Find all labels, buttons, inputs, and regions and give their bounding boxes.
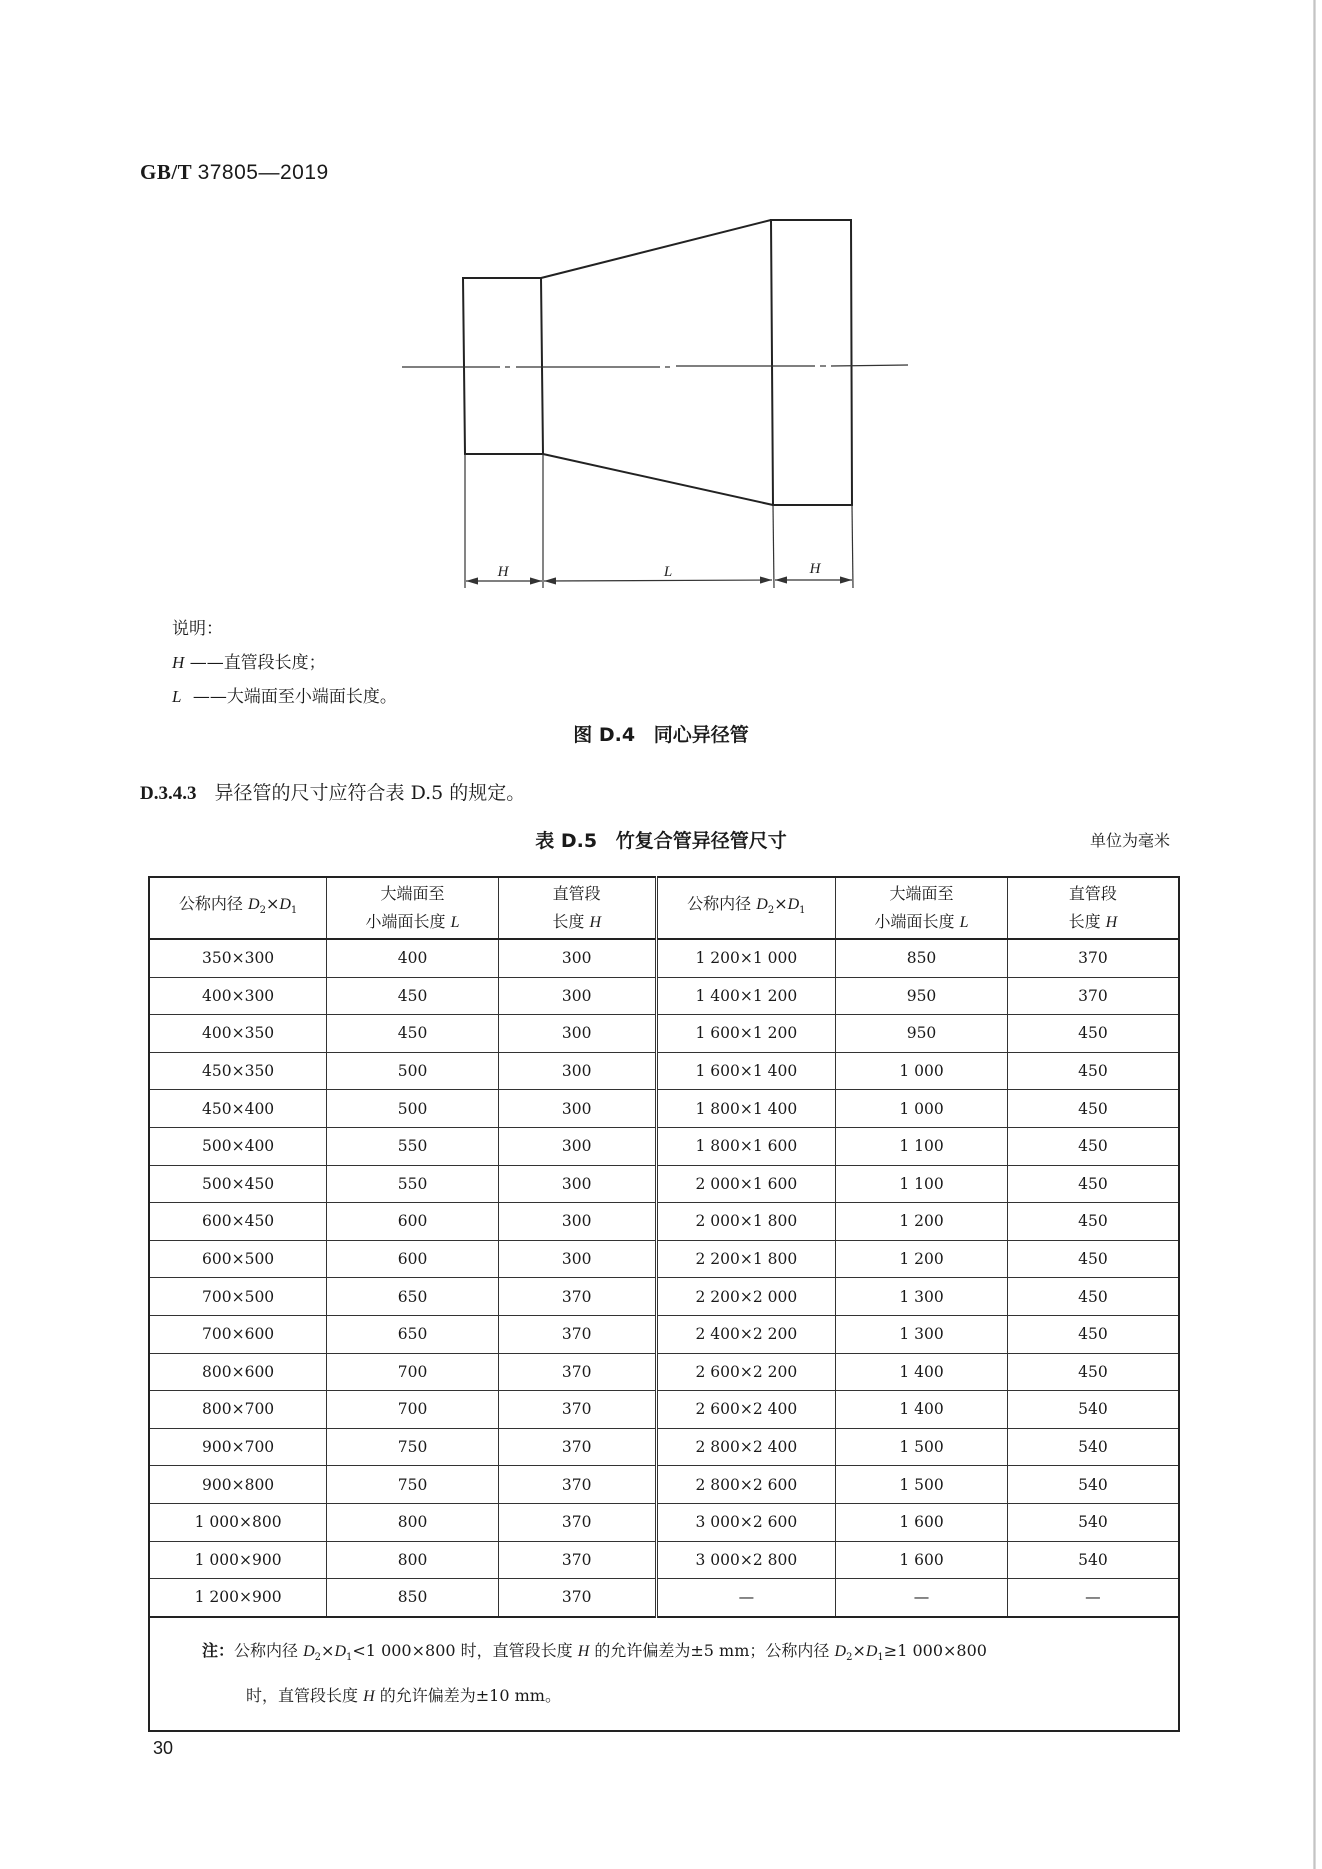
cell-length-l: 1 000 — [836, 1052, 1008, 1090]
table-caption-id: 表 D.5 — [535, 830, 598, 852]
cell-diameter: 600×500 — [149, 1240, 327, 1278]
legend-symbol: H — [172, 653, 185, 672]
header-line: 小端面长度 — [874, 911, 960, 931]
cell-length-h: 370 — [498, 1503, 656, 1541]
cell-diameter: 3 000×2 600 — [656, 1503, 836, 1541]
dim-line-l — [544, 580, 772, 581]
header-line: 大端面至 — [889, 883, 954, 903]
table-note: 注：公称内径 $D_2\times D_1<1$ 000×800 时，直管段长度 H 的允许偏差为±5 mm；公称内径 $D_2\times D_1\ge 1$ 000×800 时，直管段长度 H 的允许偏差为±10 mm。 — [149, 1617, 1179, 1731]
cell-diameter: 2 600×2 200 — [656, 1353, 836, 1391]
cell-length-h: 300 — [498, 1090, 656, 1128]
table-unit: 单位为毫米 — [1089, 831, 1170, 850]
cell-length-h: 300 — [498, 1015, 656, 1053]
note-text: 公称内径 — [234, 1640, 304, 1660]
header-length-l-left — [327, 877, 499, 939]
cell-length-l: 1 000 — [836, 1090, 1008, 1128]
cell-diameter: 400×350 — [149, 1015, 327, 1053]
table-row — [149, 1090, 1179, 1128]
cell-length-l: 850 — [836, 939, 1008, 977]
cell-length-l: 750 — [327, 1428, 499, 1466]
cell-length-l: — — [836, 1579, 1008, 1617]
cell-length-h: 450 — [1007, 1353, 1179, 1391]
cell-length-l: 950 — [836, 977, 1008, 1015]
cell-length-h: 370 — [1007, 939, 1179, 977]
cell-diameter: 350×300 — [149, 939, 327, 977]
cell-diameter: 2 000×1 800 — [656, 1203, 836, 1241]
cell-length-h: 370 — [1007, 977, 1179, 1015]
header-length-l-right — [836, 877, 1008, 939]
clause-paragraph — [140, 778, 525, 805]
cell-length-h: 300 — [498, 1240, 656, 1278]
cell-length-l: 950 — [836, 1015, 1008, 1053]
cell-length-l: 400 — [327, 939, 499, 977]
dim-label-h-right: H — [809, 561, 821, 577]
note-text: <1 000×800 时，直管段长度 — [352, 1640, 578, 1660]
table-row — [149, 939, 1179, 977]
cell-length-h: 450 — [1007, 1278, 1179, 1316]
cell-length-h: 300 — [498, 1127, 656, 1165]
cell-length-h: 370 — [498, 1353, 656, 1391]
header-line: 直管段 — [552, 883, 601, 903]
cell-diameter: 1 400×1 200 — [656, 977, 836, 1015]
clause-number: D.3.4.3 — [140, 783, 197, 804]
cell-length-h: 540 — [1007, 1466, 1179, 1504]
legend-symbol: L — [172, 687, 182, 706]
legend-text: ——大端面至小端面长度。 — [192, 687, 397, 707]
table-header-row — [149, 877, 1179, 939]
cell-diameter: 450×400 — [149, 1090, 327, 1128]
table-row — [149, 1541, 1179, 1579]
cell-diameter: 1 000×900 — [149, 1541, 327, 1579]
cell-length-l: 1 300 — [836, 1278, 1008, 1316]
cell-length-l: 1 500 — [836, 1466, 1008, 1504]
cell-diameter: 700×600 — [149, 1315, 327, 1353]
header-line: 小端面长度 — [365, 911, 451, 931]
note-text: 的允许偏差为±5 mm；公称内径 — [589, 1640, 835, 1660]
table-row — [149, 1165, 1179, 1203]
dim-label-l: L — [663, 564, 673, 580]
table-row — [149, 1353, 1179, 1391]
cell-length-l: 600 — [327, 1203, 499, 1241]
cell-length-l: 1 400 — [836, 1391, 1008, 1429]
cell-length-h: 300 — [498, 939, 656, 977]
cell-diameter: 2 200×1 800 — [656, 1240, 836, 1278]
cell-diameter: — — [656, 1579, 836, 1617]
header-line: 大端面至 — [380, 883, 445, 903]
table-row — [149, 1127, 1179, 1165]
cell-length-h: 370 — [498, 1428, 656, 1466]
header-length-h-right — [1007, 877, 1179, 939]
cell-diameter: 800×700 — [149, 1391, 327, 1429]
cell-length-l: 500 — [327, 1090, 499, 1128]
taper-top-edge — [541, 220, 771, 278]
reducer-diagram — [0, 0, 1322, 600]
cell-length-h: 300 — [498, 977, 656, 1015]
table-caption-text: 竹复合管异径管尺寸 — [615, 830, 787, 852]
header-line: 长度 — [552, 911, 590, 931]
cell-length-h: — — [1007, 1579, 1179, 1617]
cell-diameter: 2 800×2 400 — [656, 1428, 836, 1466]
cell-length-l: 1 300 — [836, 1315, 1008, 1353]
table-row — [149, 1240, 1179, 1278]
cell-diameter: 800×600 — [149, 1353, 327, 1391]
cell-diameter: 600×450 — [149, 1203, 327, 1241]
cell-length-h: 370 — [498, 1391, 656, 1429]
header-diameter-left: 公称内径 $D_2\times D_1$ — [149, 877, 327, 939]
cell-length-h: 370 — [498, 1541, 656, 1579]
cell-length-h: 300 — [498, 1203, 656, 1241]
cell-diameter: 1 200×900 — [149, 1579, 327, 1617]
table-row — [149, 1052, 1179, 1090]
note-label: 注： — [202, 1640, 235, 1660]
cell-length-l: 1 200 — [836, 1203, 1008, 1241]
cell-length-h: 450 — [1007, 1052, 1179, 1090]
header-diameter-label: 公称内径 — [687, 894, 757, 914]
table-row — [149, 977, 1179, 1015]
cell-diameter: 2 600×2 400 — [656, 1391, 836, 1429]
cell-diameter: 500×450 — [149, 1165, 327, 1203]
small-end-section — [463, 278, 543, 454]
header-symbol: H — [1105, 913, 1118, 931]
cell-length-l: 800 — [327, 1503, 499, 1541]
table-row — [149, 1466, 1179, 1504]
cell-length-l: 650 — [327, 1278, 499, 1316]
cell-length-h: 370 — [498, 1579, 656, 1617]
cell-diameter: 1 600×1 200 — [656, 1015, 836, 1053]
cell-length-l: 550 — [327, 1127, 499, 1165]
legend-title: 说明： — [172, 619, 223, 639]
table-row — [149, 1503, 1179, 1541]
header-length-h-left — [498, 877, 656, 939]
cell-length-l: 700 — [327, 1391, 499, 1429]
taper-bottom-edge — [543, 454, 773, 505]
table-row — [149, 1391, 1179, 1429]
cell-diameter: 2 400×2 200 — [656, 1315, 836, 1353]
note-text: ≥1 000×800 — [883, 1640, 987, 1660]
cell-length-l: 1 600 — [836, 1503, 1008, 1541]
cell-length-h: 540 — [1007, 1503, 1179, 1541]
header-symbol: L — [959, 913, 969, 931]
header-line: 长度 — [1068, 911, 1106, 931]
table-row — [149, 1015, 1179, 1053]
cell-length-l: 750 — [327, 1466, 499, 1504]
cell-diameter: 2 200×2 000 — [656, 1278, 836, 1316]
cell-length-l: 1 200 — [836, 1240, 1008, 1278]
header-diameter-label: 公称内径 — [178, 894, 249, 914]
cell-length-l: 1 600 — [836, 1541, 1008, 1579]
cell-length-l: 850 — [327, 1579, 499, 1617]
note-text: 时，直管段长度 — [246, 1685, 364, 1705]
cell-length-h: 540 — [1007, 1428, 1179, 1466]
note-text: 的允许偏差为±10 mm。 — [374, 1685, 561, 1705]
cell-length-l: 1 500 — [836, 1428, 1008, 1466]
header-diameter-right: 公称内径 $D_2\times D_1$ — [656, 877, 836, 939]
cell-length-l: 450 — [327, 977, 499, 1015]
cell-diameter: 3 000×2 800 — [656, 1541, 836, 1579]
cell-length-l: 1 100 — [836, 1127, 1008, 1165]
cell-diameter: 1 200×1 000 — [656, 939, 836, 977]
header-line: 直管段 — [1068, 883, 1117, 903]
figure-legend — [172, 612, 397, 714]
cell-length-l: 450 — [327, 1015, 499, 1053]
cell-length-l: 600 — [327, 1240, 499, 1278]
cell-diameter: 2 000×1 600 — [656, 1165, 836, 1203]
cell-diameter: 450×350 — [149, 1052, 327, 1090]
cell-length-l: 1 100 — [836, 1165, 1008, 1203]
cell-length-l: 550 — [327, 1165, 499, 1203]
legend-item-l — [172, 680, 397, 714]
large-end-section — [771, 220, 852, 505]
cell-length-h: 300 — [498, 1165, 656, 1203]
cell-diameter: 1 800×1 400 — [656, 1090, 836, 1128]
cell-length-h: 540 — [1007, 1541, 1179, 1579]
cell-diameter: 900×700 — [149, 1428, 327, 1466]
cell-diameter: 2 800×2 600 — [656, 1466, 836, 1504]
cell-diameter: 500×400 — [149, 1127, 327, 1165]
cell-length-h: 370 — [498, 1315, 656, 1353]
cell-length-h: 370 — [498, 1278, 656, 1316]
cell-length-h: 450 — [1007, 1127, 1179, 1165]
clause-text: 异径管的尺寸应符合表 D.5 的规定。 — [214, 782, 526, 804]
reducer-dimensions-table — [148, 876, 1180, 1732]
cell-length-l: 650 — [327, 1315, 499, 1353]
cell-length-h: 450 — [1007, 1203, 1179, 1241]
cell-length-h: 450 — [1007, 1240, 1179, 1278]
page-number: 30 — [153, 1738, 174, 1758]
cell-length-l: 1 400 — [836, 1353, 1008, 1391]
table-note-row — [149, 1617, 1179, 1731]
cell-length-l: 800 — [327, 1541, 499, 1579]
table-row — [149, 1203, 1179, 1241]
header-symbol: L — [450, 913, 460, 931]
cell-length-h: 450 — [1007, 1165, 1179, 1203]
table-row — [149, 1278, 1179, 1316]
table-row — [149, 1579, 1179, 1617]
cell-length-h: 450 — [1007, 1015, 1179, 1053]
figure-caption — [0, 720, 1322, 747]
header-symbol: H — [589, 913, 601, 931]
table-row — [149, 1315, 1179, 1353]
cell-length-h: 300 — [498, 1052, 656, 1090]
cell-length-h: 370 — [498, 1466, 656, 1504]
cell-diameter: 1 000×800 — [149, 1503, 327, 1541]
legend-item-h — [172, 646, 397, 680]
cell-length-l: 700 — [327, 1353, 499, 1391]
legend-text: ——直管段长度； — [189, 653, 326, 673]
cell-length-h: 540 — [1007, 1391, 1179, 1429]
cell-diameter: 1 800×1 600 — [656, 1127, 836, 1165]
cell-length-l: 500 — [327, 1052, 499, 1090]
cell-length-h: 450 — [1007, 1315, 1179, 1353]
doc-prefix: GB/T — [140, 160, 192, 184]
figure-caption-id: 图 D.4 — [573, 724, 636, 746]
figure-caption-text: 同心异径管 — [653, 724, 749, 746]
table-row — [149, 1428, 1179, 1466]
dim-label-h-left: H — [497, 564, 509, 580]
doc-number: 37805—2019 — [197, 161, 329, 184]
cell-diameter: 1 600×1 400 — [656, 1052, 836, 1090]
cell-diameter: 700×500 — [149, 1278, 327, 1316]
cell-length-h: 450 — [1007, 1090, 1179, 1128]
cell-diameter: 900×800 — [149, 1466, 327, 1504]
cell-diameter: 400×300 — [149, 977, 327, 1015]
table-body — [149, 939, 1179, 1617]
